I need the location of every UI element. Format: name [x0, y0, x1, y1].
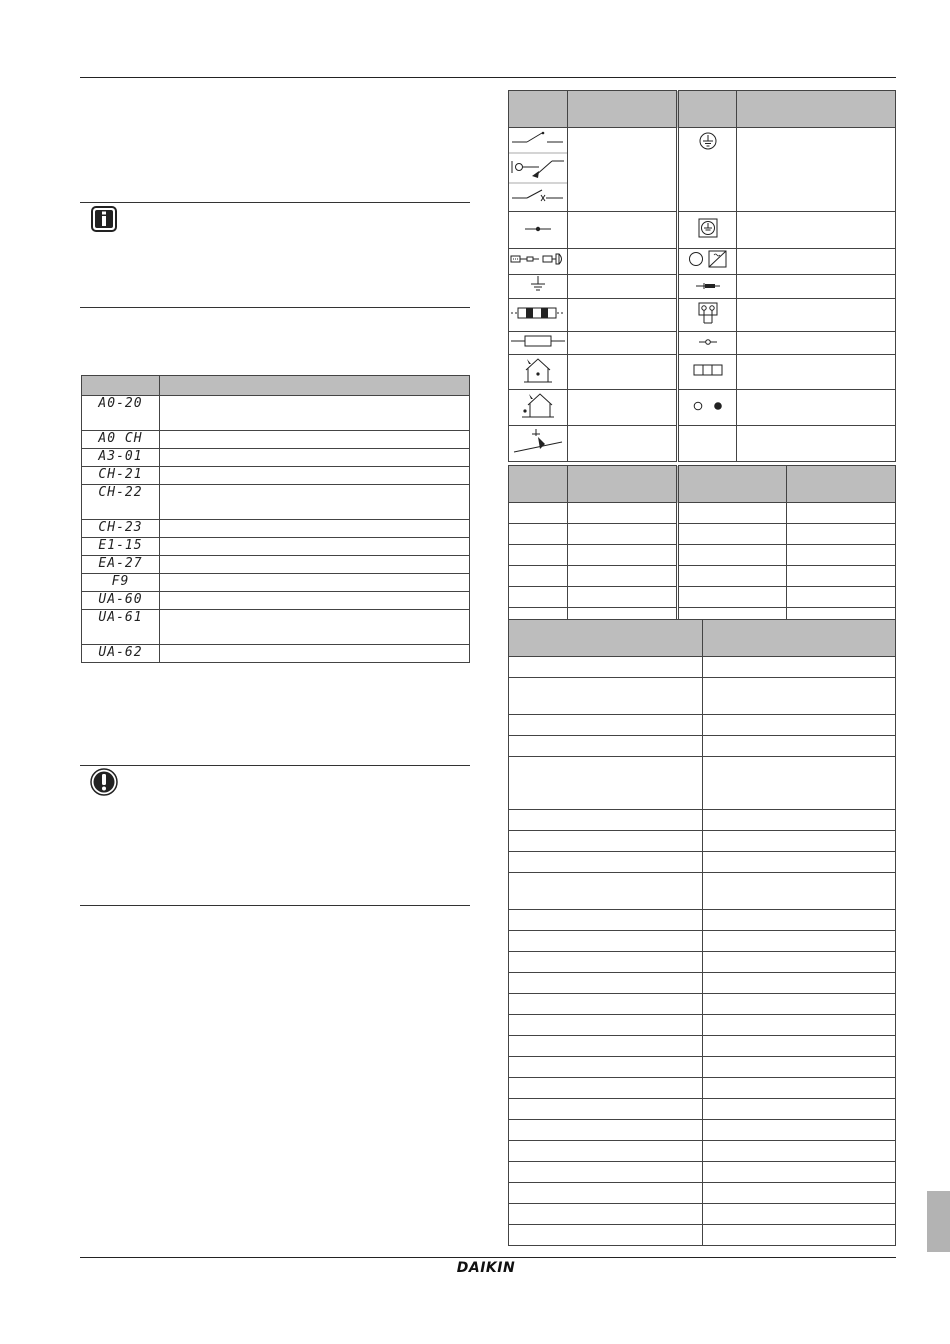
symbol-description-cell	[568, 355, 678, 390]
legend-row	[509, 736, 896, 757]
color-table-cell	[509, 524, 568, 545]
symbols-header-cell	[509, 91, 568, 128]
legend-cell	[703, 1204, 896, 1225]
error-table-row	[82, 485, 470, 520]
legend-cell	[509, 1183, 703, 1204]
symbol-description-cell	[737, 275, 896, 299]
legend-cell	[703, 757, 896, 810]
legend-cell	[703, 1099, 896, 1120]
legend-cell	[703, 852, 896, 873]
error-code: E1-15	[82, 538, 160, 556]
color-table-row	[509, 587, 896, 608]
legend-cell	[509, 715, 703, 736]
legend-row	[509, 873, 896, 910]
symbol-cell	[678, 299, 737, 332]
error-table-header-description	[160, 376, 470, 396]
symbols-row	[509, 299, 896, 332]
legend-cell	[509, 1225, 703, 1246]
error-description	[160, 431, 470, 449]
error-description	[160, 396, 470, 431]
symbol-description-cell	[568, 426, 678, 462]
color-table-header-cell	[787, 466, 896, 503]
color-table-row	[509, 545, 896, 566]
symbols-header-cell	[678, 91, 737, 128]
legend-header-cell	[509, 620, 703, 657]
error-table-row	[82, 538, 470, 556]
error-table-header-code	[82, 376, 160, 396]
legend-cell	[703, 1141, 896, 1162]
legend-row	[509, 910, 896, 931]
legend-cell	[703, 831, 896, 852]
legend-cell	[509, 1162, 703, 1183]
error-description	[160, 467, 470, 485]
color-table-cell	[678, 566, 787, 587]
relay-connector-icon	[697, 301, 719, 325]
wiring-symbols-table	[508, 90, 896, 462]
legend-row	[509, 1141, 896, 1162]
symbol-cell	[509, 249, 568, 275]
legend-row	[509, 715, 896, 736]
symbol-description-cell	[737, 212, 896, 249]
color-table-cell	[568, 503, 678, 524]
symbol-cell	[678, 355, 737, 390]
symbol-description-cell	[737, 332, 896, 355]
symbol-cell	[509, 332, 568, 355]
legend-row	[509, 931, 896, 952]
connection-icon	[523, 224, 553, 234]
error-table-row	[82, 556, 470, 574]
legend-cell	[703, 931, 896, 952]
legend-row	[509, 1120, 896, 1141]
error-table-row	[82, 645, 470, 663]
field-wiring-icon	[510, 306, 566, 320]
error-code: UA-60	[82, 592, 160, 610]
error-table-row	[82, 431, 470, 449]
info-icon	[91, 206, 117, 232]
legend-cell	[509, 873, 703, 910]
exclamation-icon	[90, 768, 118, 796]
symbol-cell	[509, 426, 568, 462]
symbol-cell	[678, 275, 737, 299]
legend-row	[509, 1225, 896, 1246]
terminal-and-rectifier-icon	[688, 249, 728, 269]
symbol-cell	[509, 299, 568, 332]
field-supply-switch-icon	[510, 426, 566, 456]
legend-cell	[703, 1120, 896, 1141]
legend-cell	[703, 1225, 896, 1246]
error-description	[160, 520, 470, 538]
connector-icon	[510, 252, 566, 266]
legend-row	[509, 1183, 896, 1204]
legend-row	[509, 994, 896, 1015]
symbol-description-cell	[568, 390, 678, 426]
color-table-cell	[787, 524, 896, 545]
wire-color-table	[508, 465, 896, 629]
color-table-header-cell	[509, 466, 568, 503]
legend-cell	[703, 1078, 896, 1099]
color-table-cell	[568, 566, 678, 587]
symbols-header-row	[509, 91, 896, 128]
error-table-header	[82, 376, 470, 396]
color-table-cell	[568, 524, 678, 545]
warning-note-bottom-rule	[80, 905, 470, 906]
symbols-row	[509, 390, 896, 426]
symbols-header-cell	[737, 91, 896, 128]
legend-row	[509, 1204, 896, 1225]
legend-cell	[703, 736, 896, 757]
color-table-cell	[678, 545, 787, 566]
symbols-row	[509, 275, 896, 299]
header-rule	[80, 77, 896, 78]
error-description	[160, 645, 470, 663]
symbol-description-cell	[737, 299, 896, 332]
error-table-row	[82, 574, 470, 592]
legend-cell	[509, 1057, 703, 1078]
legend-cell	[703, 873, 896, 910]
legend-cell	[509, 831, 703, 852]
symbols-row	[509, 355, 896, 390]
error-code: A0-20	[82, 396, 160, 431]
fuse-icon	[510, 334, 566, 348]
footer-rule	[80, 1257, 896, 1258]
error-code: EA-27	[82, 556, 160, 574]
symbol-cell	[678, 128, 737, 212]
indoor-unit-icon	[518, 356, 558, 384]
color-table-row	[509, 566, 896, 587]
legend-cell	[509, 910, 703, 931]
legend-cell	[703, 1057, 896, 1078]
symbol-description-cell	[737, 426, 896, 462]
symbol-cell	[678, 212, 737, 249]
color-table-row	[509, 524, 896, 545]
error-table-row	[82, 592, 470, 610]
symbol-description-cell	[568, 299, 678, 332]
symbols-row	[509, 332, 896, 355]
switch-symbols-icon	[509, 128, 567, 206]
legend-cell	[509, 852, 703, 873]
earth-icon	[528, 275, 548, 293]
legend-row	[509, 852, 896, 873]
symbols-row	[509, 212, 896, 249]
error-table-row	[82, 520, 470, 538]
symbol-cell	[509, 212, 568, 249]
color-table-row	[509, 503, 896, 524]
legend-cell	[509, 657, 703, 678]
connection-open-icon	[697, 337, 719, 347]
legend-cell	[509, 1120, 703, 1141]
legend-row	[509, 1162, 896, 1183]
legend-cell	[703, 1162, 896, 1183]
symbol-cell	[678, 426, 737, 462]
legend-row	[509, 1099, 896, 1120]
symbol-cell	[678, 249, 737, 275]
error-table-row	[82, 396, 470, 431]
color-table-cell	[678, 524, 787, 545]
daikin-logo: DAIKIN	[456, 1260, 516, 1276]
error-code: F9	[82, 574, 160, 592]
error-code: A0 CH	[82, 431, 160, 449]
color-table-cell	[509, 587, 568, 608]
symbol-cell	[509, 275, 568, 299]
symbol-description-cell	[737, 128, 896, 212]
color-table-header-row	[509, 466, 896, 503]
error-table-row	[82, 449, 470, 467]
outdoor-unit-icon	[518, 391, 558, 419]
error-code: UA-61	[82, 610, 160, 645]
wire-end-icon	[694, 281, 722, 291]
legend-cell	[509, 952, 703, 973]
symbol-description-cell	[568, 332, 678, 355]
legend-table	[508, 619, 896, 1246]
symbol-description-cell	[737, 355, 896, 390]
legend-cell	[703, 657, 896, 678]
legend-cell	[509, 1204, 703, 1225]
error-description	[160, 592, 470, 610]
error-code-table	[81, 375, 470, 663]
color-table-cell	[678, 503, 787, 524]
error-code: CH-23	[82, 520, 160, 538]
legend-cell	[703, 994, 896, 1015]
error-code: CH-21	[82, 467, 160, 485]
error-code: A3-01	[82, 449, 160, 467]
info-note-top-rule	[80, 202, 470, 203]
legend-cell	[509, 757, 703, 810]
symbols-row	[509, 426, 896, 462]
legend-row	[509, 757, 896, 810]
legend-cell	[509, 994, 703, 1015]
legend-row	[509, 1036, 896, 1057]
symbol-description-cell	[568, 212, 678, 249]
legend-cell	[703, 715, 896, 736]
error-code: CH-22	[82, 485, 160, 520]
color-table-header-cell	[568, 466, 678, 503]
color-table-cell	[787, 503, 896, 524]
color-table-cell	[509, 503, 568, 524]
symbol-description-cell	[568, 249, 678, 275]
error-description	[160, 610, 470, 645]
legend-cell	[703, 810, 896, 831]
color-table-header-cell	[678, 466, 787, 503]
error-code: UA-62	[82, 645, 160, 663]
symbol-description-cell	[568, 275, 678, 299]
info-note-bottom-rule	[80, 307, 470, 308]
symbol-description-cell	[737, 249, 896, 275]
legend-row	[509, 952, 896, 973]
error-description	[160, 485, 470, 520]
legend-row	[509, 810, 896, 831]
error-table-row	[82, 467, 470, 485]
symbol-cell	[509, 128, 568, 212]
symbols-row	[509, 128, 896, 212]
noiseless-earth-icon	[698, 218, 718, 238]
legend-cell	[509, 1015, 703, 1036]
legend-row	[509, 1057, 896, 1078]
error-description	[160, 556, 470, 574]
warning-note-top-rule	[80, 765, 470, 766]
error-description	[160, 574, 470, 592]
section-tab	[927, 1191, 950, 1252]
color-table-cell	[787, 587, 896, 608]
legend-header-cell	[703, 620, 896, 657]
legend-row	[509, 973, 896, 994]
symbols-header-cell	[568, 91, 678, 128]
color-table-cell	[568, 587, 678, 608]
legend-cell	[509, 736, 703, 757]
symbol-cell	[509, 355, 568, 390]
legend-cell	[703, 910, 896, 931]
symbol-description-cell	[737, 390, 896, 426]
error-description	[160, 449, 470, 467]
legend-cell	[703, 952, 896, 973]
legend-cell	[509, 1099, 703, 1120]
color-table-cell	[509, 545, 568, 566]
legend-row	[509, 657, 896, 678]
color-table-cell	[509, 566, 568, 587]
legend-cell	[509, 931, 703, 952]
legend-cell	[509, 810, 703, 831]
symbol-cell	[678, 332, 737, 355]
legend-row	[509, 831, 896, 852]
legend-cell	[509, 678, 703, 715]
legend-row	[509, 1015, 896, 1036]
error-description	[160, 538, 470, 556]
legend-row	[509, 1078, 896, 1099]
protective-earth-icon	[699, 132, 717, 150]
symbol-cell	[509, 390, 568, 426]
legend-cell	[509, 1141, 703, 1162]
symbol-description-cell	[568, 128, 678, 212]
color-table-cell	[787, 566, 896, 587]
terminal-strip-icon	[693, 364, 723, 376]
legend-cell	[509, 1078, 703, 1099]
error-table-row	[82, 610, 470, 645]
color-table-cell	[678, 587, 787, 608]
legend-cell	[703, 1036, 896, 1057]
legend-cell	[703, 973, 896, 994]
legend-cell	[703, 678, 896, 715]
terminal-open-closed-icon	[690, 400, 726, 412]
legend-header-row	[509, 620, 896, 657]
color-table-cell	[787, 545, 896, 566]
color-table-cell	[568, 545, 678, 566]
legend-cell	[703, 1015, 896, 1036]
legend-cell	[509, 973, 703, 994]
symbol-cell	[678, 390, 737, 426]
symbols-row	[509, 249, 896, 275]
legend-cell	[703, 1183, 896, 1204]
legend-cell	[509, 1036, 703, 1057]
legend-row	[509, 678, 896, 715]
